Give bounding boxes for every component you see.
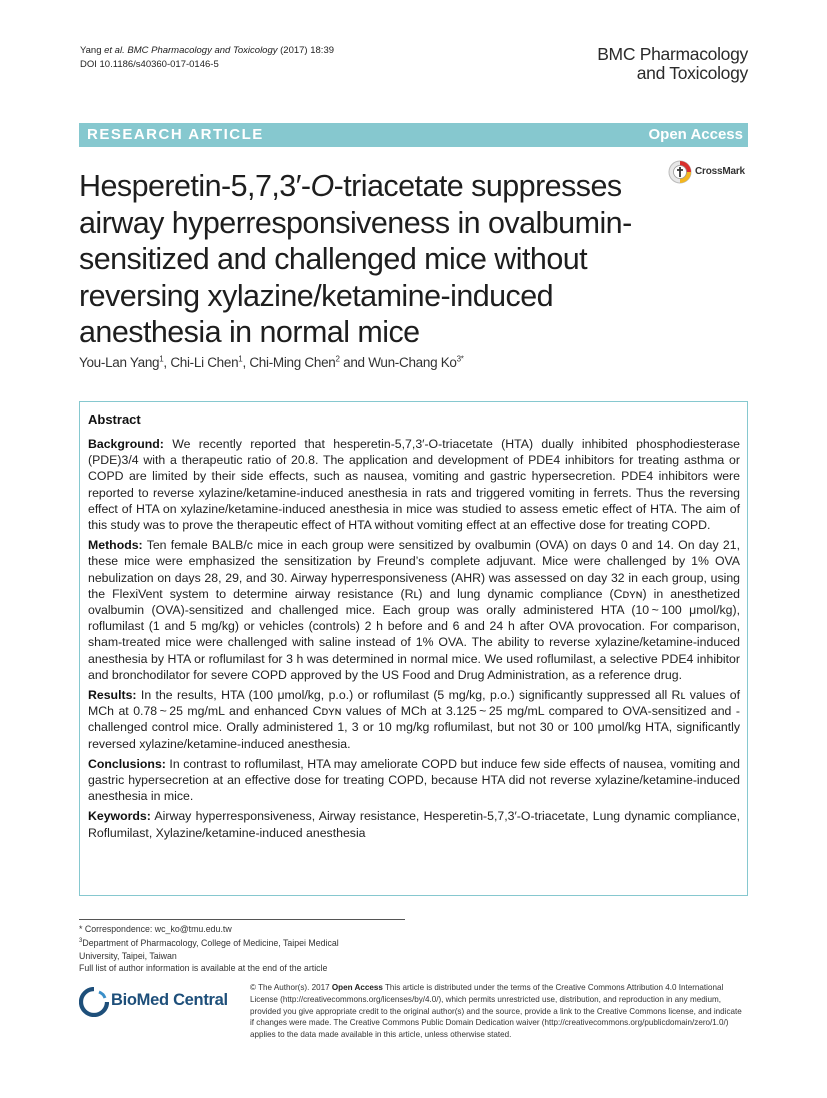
methods-text: Ten female BALB/c mice in each group were sensitized by ovalbumin (OVA) on days 0 and 14. On day 21, these mice were emphasized the sensitization by Freund’s complete adjuvant. Mice were challenged by 1% OVA nebulization on days 28, 29, and 30. Airway hyperresponsiveness (AHR) was assessed on day 32 in each group, using the FlexiVent system to determine airway resistance (Rʟ) and lung dynamic compliance (Cᴅʏɴ) in anesthetized ovalbumin (OVA)-sensitized and challenged mice. Each group was orally administered HTA (10 ~ 100 μmol/kg), roflumilast (1 and 5 mg/kg) or vehicles (controls) 2 h before and 6 and 24 h after OVA provocation. For comparison, sham-treated mice were challenged with saline instead of 1% OVA. The ability to reverse xylazine/ketamine-induced anesthesia by HTA or roflumilast for 3 h was determined in normal mice. We used roflumilast, a selective PDE4 inhibitor and bronchodilator for severe COPD approved by the US Food and Drug Administration, as a reference drug. [88, 538, 740, 682]
methods-label: Methods: [88, 538, 143, 553]
footnotes [79, 923, 379, 975]
results-text: In the results, HTA (100 μmol/kg, p.o.) or roflumilast (5 mg/kg, p.o.) significantly suppressed all Rʟ values of MCh at 0.78 ~ 25 mg/mL and enhanced Cᴅʏɴ values of MCh at 3.125 ~ 25 mg/mL compared to OVA-sensitized and -challenged control mice. Orally administered 1, 3 or 10 mg/kg roflumilast, but not 30 or 100 μmol/kg HTA, significantly reversed xylazine/ketamine-induced anesthesia. [88, 688, 740, 751]
abstract-methods [88, 537, 740, 683]
abstract-heading: Abstract [88, 412, 141, 427]
journal-name-line2: and Toxicology [636, 63, 748, 83]
background-label: Background: [88, 437, 164, 451]
journal-name-line1: BMC Pharmacology [597, 44, 748, 64]
biomed-central-text: BioMed Central [111, 991, 228, 1009]
author-name: Wun-Chang Ko [368, 355, 457, 370]
title-part1: Hesperetin-5,7,3′- [79, 169, 311, 203]
citation-line [80, 44, 334, 58]
footnote-divider [79, 919, 405, 920]
background-text: We recently reported that hesperetin-5,7,3′-O-triacetate (HTA) dually inhibited phosphodiesterase (PDE)3/4 with a therapeutic ratio of 20.8. The application and development of PDE4 inhibitors for treating asthma or COPD are limited by their side effects, such as nausea, vomiting and gastric hypersecretion. PDE4 inhibitors were reported to reverse xylazine/ketamine-induced anesthesia in rats and triggered vomiting in ferrets. Thus the reversing effect of HTA on xylazine/ketamine-induced anesthesia in mice was studied to assess emetic effect of HTA. The aim of this study was to prove the therapeutic effect of HTA without vomiting effect at an effective dose for treating COPD. [88, 437, 740, 533]
abstract-keywords [88, 808, 740, 840]
license-text: This article is distributed under the terms of the Creative Commons Attribution 4.0 International License (http://creativecommons.org/licenses/by/4.0/), which permits unrestricted use, distribution, and reproduction in any medium, provided you give appropriate credit to the original author(s) and the source, provide a link to the Creative Commons license, and indicate if changes were made. The Creative Commons Public Domain Dedication waiver (http://creativecommons.org/publicdomain/zero/1.0/) applies to the data made available in this article, unless otherwise stated. [250, 983, 742, 1040]
affiliation-text: Department of Pharmacology, College of Medicine, Taipei Medical University, Taipei, Taiwan [79, 938, 339, 961]
biomed-central-icon [79, 987, 109, 1017]
citation-authors: Yang [80, 45, 105, 56]
author-separator: and [339, 355, 369, 370]
article-type-banner [79, 123, 748, 147]
citation-header [80, 44, 334, 72]
author-affiliation-mark: 2 [335, 354, 340, 364]
author-separator: , [163, 355, 171, 370]
license-statement [250, 982, 748, 1041]
abstract-background [88, 436, 740, 533]
abstract-content [88, 412, 740, 845]
article-type-label: RESEARCH ARTICLE [87, 126, 264, 143]
title-part2: -triacetate suppresses airway hyperresponsiveness in ovalbumin-sensitized and challenged mice without reversing xylazine/ketamine-induced anesthesia in normal mice [79, 169, 632, 349]
keywords-text: Airway hyperresponsiveness, Airway resistance, Hesperetin-5,7,3′-O-triacetate, Lung dynamic compliance, Roflumilast, Xylazine/ketamine-induced anesthesia [88, 809, 740, 840]
citation-year-volume: (2017) 18:39 [277, 45, 335, 56]
open-access-label: Open Access [648, 126, 743, 143]
crossmark-label: CrossMark [695, 166, 745, 177]
affiliation-note [79, 935, 379, 962]
license-open-access: Open Access [331, 983, 383, 992]
abstract-box [79, 401, 748, 896]
results-label: Results: [88, 688, 137, 703]
article-title [79, 168, 679, 351]
crossmark-badge[interactable] [668, 158, 750, 186]
biomed-central-logo[interactable] [79, 985, 239, 1025]
author-info-note: Full list of author information is available at the end of the article [79, 963, 328, 974]
journal-brand [597, 45, 748, 83]
author-name: You-Lan Yang [79, 355, 160, 370]
author-affiliation-mark: 3* [456, 354, 464, 364]
license-prefix: © The Author(s). 2017 [250, 983, 332, 992]
keywords-label: Keywords: [88, 809, 151, 824]
title-italic: O [310, 169, 334, 203]
author-list [79, 355, 464, 370]
author-name: Chi-Ming Chen [249, 355, 336, 370]
author-name: Chi-Li Chen [170, 355, 239, 370]
conclusions-text: In contrast to roflumilast, HTA may ameliorate COPD but induce few side effects of nausea, vomiting and gastric hypersecretion at an effective dose for treating COPD, because HTA did not reverse xylazine/ketamine-induced anesthesia in mice. [88, 756, 740, 804]
abstract-conclusions [88, 756, 740, 805]
author-separator: , [242, 355, 250, 370]
affiliation-mark: 3 [79, 938, 83, 945]
citation-journal: et al. BMC Pharmacology and Toxicology [104, 45, 278, 56]
author-affiliation-mark: 1 [238, 354, 243, 364]
abstract-results [88, 687, 740, 752]
conclusions-label: Conclusions: [88, 756, 166, 771]
author-affiliation-mark: 1 [159, 354, 164, 364]
doi: DOI 10.1186/s40360-017-0146-5 [80, 59, 219, 70]
correspondence-note[interactable]: * Correspondence: wc_ko@tmu.edu.tw [79, 924, 232, 934]
